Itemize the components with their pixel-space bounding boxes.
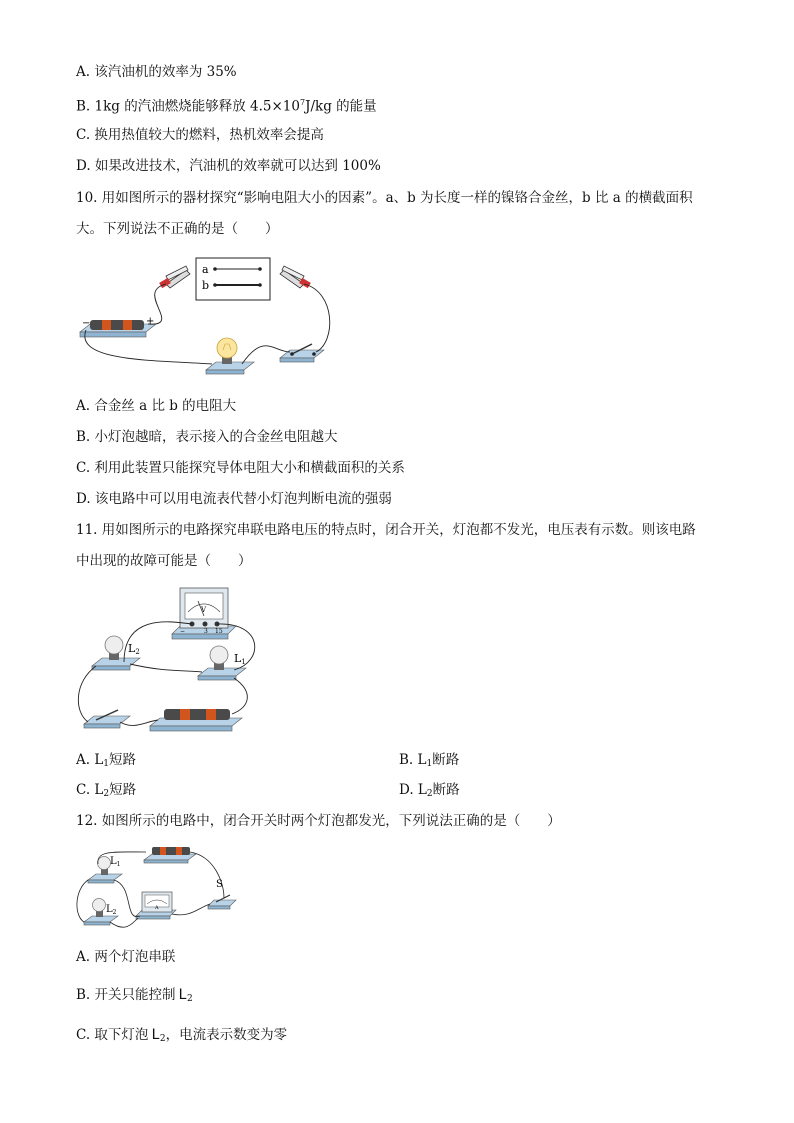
q11-option-c-text: C. L: [76, 782, 104, 798]
l2-label: [128, 642, 140, 656]
q11-option-b: [399, 751, 459, 773]
q12-option-a: A. 两个灯泡串联: [76, 949, 176, 965]
q11-option-a-post: 短路: [109, 752, 137, 768]
q9-option-b-exponent: 7: [299, 98, 306, 107]
q11-option-a-text: A. L: [76, 752, 104, 768]
wire-b-label: b: [202, 279, 210, 292]
switch: [84, 710, 130, 728]
battery: [144, 847, 196, 863]
q12-option-b-symbol: L: [178, 987, 187, 1003]
q9-option-a: A. 该汽油机的效率为 35%: [76, 64, 237, 80]
q12-option-c-post: ，电流表示数变为零: [165, 1027, 288, 1043]
battery-minus-label: −: [82, 318, 91, 329]
q10-option-b: B. 小灯泡越暗，表示接入的合金丝电阻越大: [76, 429, 338, 445]
q9-option-b: [76, 94, 377, 116]
voltmeter-terminal-minus: −: [180, 628, 186, 635]
q12-option-c: [76, 1026, 287, 1048]
battery: [80, 320, 156, 337]
q11-option-b-sub: 1: [426, 759, 433, 769]
q11-option-d-post: 断路: [432, 782, 460, 798]
ammeter-symbol: A: [155, 905, 159, 911]
q11-option-d: [399, 781, 460, 803]
q11-option-b-text: B. L: [399, 752, 427, 768]
q9-option-b-unit: J/kg 的能量: [305, 98, 377, 115]
l1-label: [110, 856, 120, 868]
battery-plus-label: +: [146, 316, 155, 327]
q11-option-c-post: 短路: [109, 782, 137, 798]
q12-option-b-sub: 2: [186, 994, 193, 1004]
l1-letter: L: [234, 652, 242, 665]
switch-label: S: [216, 879, 223, 890]
switch: [280, 344, 324, 362]
switch-s: [208, 895, 236, 909]
q9-option-c: C. 换用热值较大的燃料，热机效率会提高: [76, 127, 324, 143]
q9-option-b-text: B. 1kg 的汽油燃烧能够释放 4.5×10: [76, 98, 300, 115]
q12-circuit-figure: [74, 842, 240, 934]
q12-stem: 12. 如图所示的电路中，闭合开关时两个灯泡都发光，下列说法正确的是（ ）: [76, 813, 561, 829]
q10-circuit-figure: [74, 252, 344, 382]
l1-label: [234, 652, 246, 666]
l2-subscript: 2: [112, 909, 117, 916]
q11-option-c: [76, 781, 136, 803]
q12-option-b-text: B. 开关只能控制: [76, 987, 176, 1003]
q12-option-c-sub: 2: [159, 1034, 166, 1044]
voltmeter-symbol: V: [201, 606, 207, 614]
wire-a-label: a: [202, 263, 209, 276]
q10-stem-line1: 10. 用如图所示的器材探究“影响电阻大小的因素”。a、b 为长度一样的镍铬合金丝，b 比 a 的横截面积: [76, 190, 693, 206]
q10-option-d: D. 该电路中可以用电流表代替小灯泡判断电流的强弱: [76, 491, 392, 507]
l1-subscript: 1: [241, 658, 246, 666]
q11-option-c-sub: 2: [103, 789, 110, 799]
q10-option-c: C. 利用此装置只能探究导体电阻大小和横截面积的关系: [76, 460, 405, 476]
q11-option-d-text: D. L: [399, 782, 427, 798]
l2-letter: L: [128, 642, 136, 655]
q11-option-a-sub: 1: [103, 759, 110, 769]
q11-option-b-post: 断路: [432, 752, 460, 768]
voltmeter-terminal-3: 3: [204, 628, 208, 635]
q10-stem-line2: 大。下列说法不正确的是（ ）: [76, 221, 279, 237]
l1-subscript: 1: [116, 861, 121, 868]
l1-letter: L: [110, 856, 117, 867]
q10-option-a: A. 合金丝 a 比 b 的电阻大: [76, 398, 237, 414]
l2-label: [106, 904, 117, 916]
q12-option-c-symbol: L: [151, 1027, 160, 1043]
battery: [150, 709, 242, 731]
q11-circuit-figure: [74, 582, 260, 738]
l2-letter: L: [106, 904, 113, 915]
q11-stem-line1: 11. 用如图所示的电路探究串联电路电压的特点时，闭合开关，灯泡都不发光，电压表有示数。则该电路: [76, 522, 696, 538]
q9-option-d: D. 如果改进技术，汽油机的效率就可以达到 100%: [76, 158, 381, 174]
voltmeter-terminal-15: 15: [215, 628, 223, 635]
q11-option-d-sub: 2: [426, 789, 433, 799]
q11-option-a: [76, 751, 136, 773]
q12-option-b: [76, 986, 193, 1008]
bulb: [206, 338, 254, 374]
q12-option-c-text: C. 取下灯泡: [76, 1027, 149, 1043]
q11-stem-line2: 中出现的故障可能是（ ）: [76, 553, 252, 569]
l2-subscript: 2: [135, 648, 140, 656]
